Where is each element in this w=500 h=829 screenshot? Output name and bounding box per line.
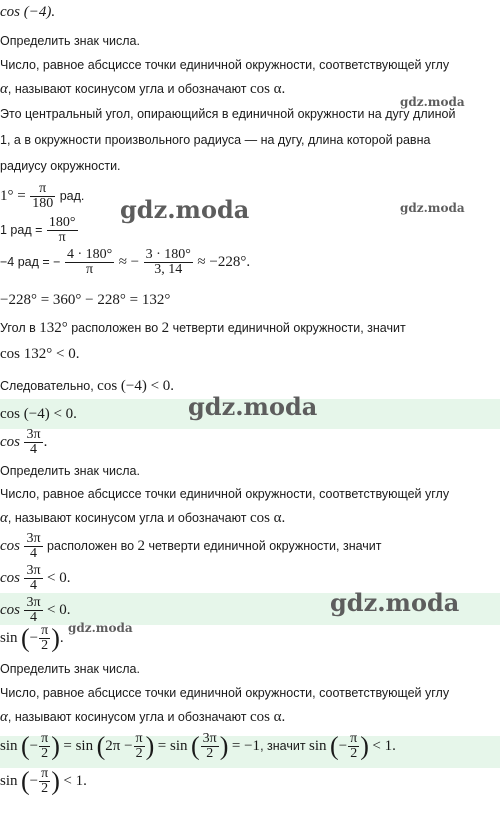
fraction: $\frac{4 \cdot 180^\circ}{\pi}$ [66, 247, 113, 278]
radian-definition: Это центральный угол, опирающийся в единичной окружности на дугу длиной [0, 107, 456, 121]
watermark: gdz.moda [120, 195, 250, 224]
definition-line: Число, равное абсциссе точки единичной окружности, соответствующей углу [0, 686, 450, 700]
sin-calculation: sin (− $\frac{\pi}{2}$ ) = sin (2π − $\frac{\pi}{2}$ ) = sin ( $\frac{3\pi}{2}$ ) = −1, значит sin (− $\frac{\pi}{2}$ ) < 1. [0, 731, 396, 762]
cos-132-result: cos 132° < 0. [0, 346, 80, 362]
radian-definition: радиусу окружности. [0, 159, 121, 173]
task-instruction: Определить знак числа. [0, 34, 140, 48]
alpha-symbol: α [0, 81, 8, 97]
watermark: gdz.moda [188, 392, 318, 421]
fraction: $\frac{\pi}{2}$ [135, 731, 143, 762]
radian-definition: 1, а в окружности произвольного радиуса — на дугу, длина которой равна [0, 133, 431, 147]
quadrant-statement: Угол в 132° расположен во 2 четверти единичной окружности, значит [0, 320, 406, 336]
cos-alpha: cos α. [249, 81, 286, 97]
radian-formula: 1 рад = $\frac{180^\circ}{\pi}$ [0, 215, 76, 246]
consequence: Следовательно, cos (−4) < 0. [0, 378, 175, 394]
fraction: $\frac{180^\circ}{\pi}$ [48, 215, 76, 246]
task-instruction: Определить знак числа. [0, 662, 140, 676]
conversion-formula: −4 рад = − $\frac{4 \cdot 180^\circ}{\pi}$ ≈ − $\frac{3 \cdot 180^\circ}{3, 14}$ ≈ −228°. [0, 247, 251, 278]
definition-line: Число, равное абсциссе точки единичной окружности, соответствующей углу [0, 58, 450, 72]
answer-2: cos $\frac{3\pi}{4}$ < 0. [0, 595, 71, 626]
fraction: $\frac{3\pi}{4}$ [26, 427, 41, 458]
watermark: gdz.moda [330, 588, 460, 617]
fraction: $\frac{3 \cdot 180^\circ}{3, 14}$ [145, 247, 191, 278]
definition-line [0, 81, 285, 97]
fraction: $\frac{\pi}{2}$ [41, 766, 49, 797]
definition-line: α, называют косинусом угла и обозначают cos α. [0, 709, 286, 725]
cos-result: cos $\frac{3\pi}{4}$ < 0. [0, 563, 71, 594]
definition-line: Число, равное абсциссе точки единичной окружности, соответствующей углу [0, 487, 450, 501]
task-expression: sin (− $\frac{\pi}{2}$ ). [0, 623, 64, 654]
task-expression: cos $\frac{3\pi}{4}$ . [0, 427, 48, 458]
fraction: $\frac{\pi}{180}$ [32, 181, 54, 212]
fraction: $\frac{3\pi}{4}$ [26, 563, 41, 594]
angle-reduction: −228° = 360° − 228° = 132° [0, 292, 171, 308]
definition-line: α, называют косинусом угла и обозначают cos α. [0, 510, 286, 526]
watermark: gdz.moda [68, 621, 133, 635]
quadrant-statement: cos $\frac{3\pi}{4}$ расположен во 2 четверти единичной окружности, значит [0, 531, 382, 562]
watermark: gdz.moda [400, 95, 465, 109]
fraction: $\frac{3\pi}{4}$ [26, 531, 41, 562]
fraction: $\frac{\pi}{2}$ [41, 731, 49, 762]
task-expression: cos (−4). [0, 4, 56, 20]
fraction: $\frac{3\pi}{4}$ [26, 595, 41, 626]
watermark: gdz.moda [400, 201, 465, 215]
answer-3: sin (− $\frac{\pi}{2}$ ) < 1. [0, 766, 87, 797]
fraction: $\frac{\pi}{2}$ [350, 731, 358, 762]
fraction: $\frac{3\pi}{2}$ [202, 731, 217, 762]
definition-text: , называют косинусом угла и обозначают [7, 82, 250, 96]
degree-formula: 1° = $\frac{\pi}{180}$ рад. [0, 181, 85, 212]
task-instruction: Определить знак числа. [0, 464, 140, 478]
answer-1: cos (−4) < 0. [0, 406, 77, 422]
fraction: $\frac{\pi}{2}$ [41, 623, 49, 654]
